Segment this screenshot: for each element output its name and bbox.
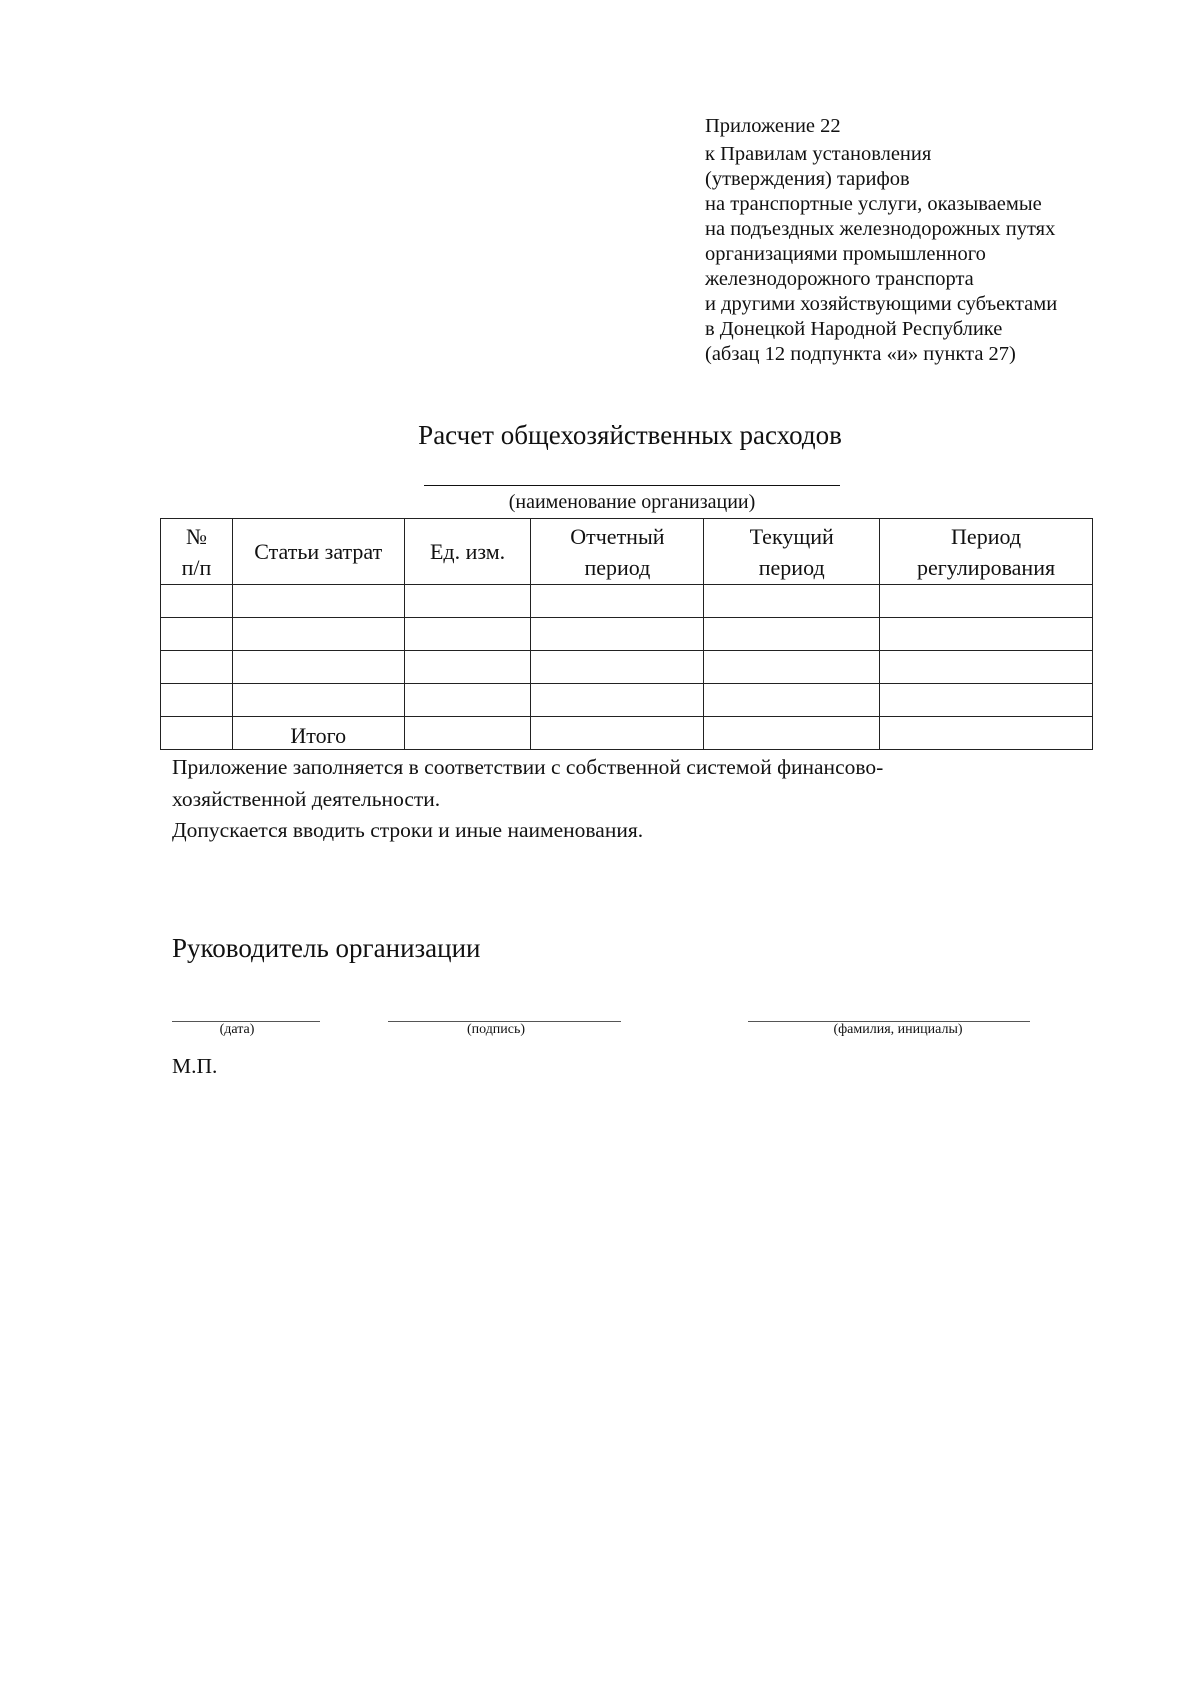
column-header-number-line1: № (185, 523, 207, 549)
expenses-table (160, 518, 1093, 750)
column-header-reporting-period (531, 519, 704, 585)
appendix-reference: (абзац 12 подпункта «и» пункта 27) (705, 343, 1016, 365)
table-cell (161, 717, 233, 750)
table-cell (531, 717, 704, 750)
column-header-current-period (704, 519, 880, 585)
table-cell (161, 651, 233, 684)
column-header-reporting-line1: Отчетный (570, 523, 665, 549)
column-header-regulation-line2: регулирования (917, 554, 1056, 580)
table-row (161, 684, 1093, 717)
table-cell (704, 651, 880, 684)
column-header-cost-items: Статьи затрат (232, 519, 404, 585)
appendix-line: на подъездных железнодорожных путях (705, 218, 1056, 240)
organization-name-caption: (наименование организации) (508, 491, 756, 513)
note-paragraph-2: Допускается вводить строки и иные наименования. (172, 818, 644, 842)
table-row (161, 618, 1093, 651)
table-cell (404, 618, 531, 651)
table-cell (880, 585, 1093, 618)
appendix-line: и другими хозяйствующими субъектами (705, 293, 1058, 315)
table-cell (232, 618, 404, 651)
appendix-line: (утверждения) тарифов (705, 168, 910, 190)
table-cell (531, 618, 704, 651)
head-of-organization-label: Руководитель организации (172, 933, 481, 963)
table-cell (161, 684, 233, 717)
note-paragraph-line1: Приложение заполняется в соответствии с собственной системой финансово- (172, 755, 884, 779)
appendix-line: в Донецкой Народной Республике (705, 318, 1003, 340)
table-cell (232, 651, 404, 684)
table-header-row (161, 519, 1093, 585)
column-header-regulation-line1: Период (951, 523, 1022, 549)
column-header-current-line2: период (758, 554, 825, 580)
name-caption: (фамилия, инициалы) (833, 1022, 963, 1037)
total-label: Итого (232, 717, 404, 750)
table-cell (531, 684, 704, 717)
table-note (172, 752, 1093, 847)
table-cell (232, 585, 404, 618)
appendix-line: организациями промышленного (705, 243, 986, 265)
table-cell (880, 717, 1093, 750)
signature-caption: (подпись) (466, 1022, 526, 1037)
table-cell (880, 684, 1093, 717)
appendix-block (705, 114, 1125, 367)
organization-name-line (424, 485, 840, 486)
column-header-number (161, 519, 233, 585)
table-cell (880, 618, 1093, 651)
table-cell (404, 684, 531, 717)
appendix-line: к Правилам установления (705, 143, 932, 165)
table-row (161, 585, 1093, 618)
table-cell (704, 618, 880, 651)
table-cell (232, 684, 404, 717)
table-cell (404, 651, 531, 684)
column-header-number-line2: п/п (181, 554, 212, 580)
table-cell (704, 717, 880, 750)
column-header-reporting-line2: период (584, 554, 651, 580)
table-cell (704, 684, 880, 717)
column-header-regulation-period (880, 519, 1093, 585)
table-cell (161, 585, 233, 618)
note-paragraph-line2: хозяйственной деятельности. (172, 786, 441, 811)
table-cell (404, 585, 531, 618)
table-cell (531, 651, 704, 684)
stamp-place-label: М.П. (172, 1054, 218, 1078)
table-row (161, 651, 1093, 684)
table-cell (531, 585, 704, 618)
column-header-current-line1: Текущий (749, 523, 834, 549)
appendix-line: на транспортные услуги, оказываемые (705, 193, 1042, 215)
table-cell (404, 717, 531, 750)
document-title: Расчет общехозяйственных расходов (418, 420, 842, 450)
column-header-unit: Ед. изм. (404, 519, 531, 585)
date-caption: (дата) (219, 1022, 255, 1037)
table-cell (704, 585, 880, 618)
table-cell (880, 651, 1093, 684)
table-total-row (161, 717, 1093, 750)
appendix-number: Приложение 22 (705, 115, 841, 137)
table-cell (161, 618, 233, 651)
appendix-line: железнодорожного транспорта (705, 268, 974, 290)
